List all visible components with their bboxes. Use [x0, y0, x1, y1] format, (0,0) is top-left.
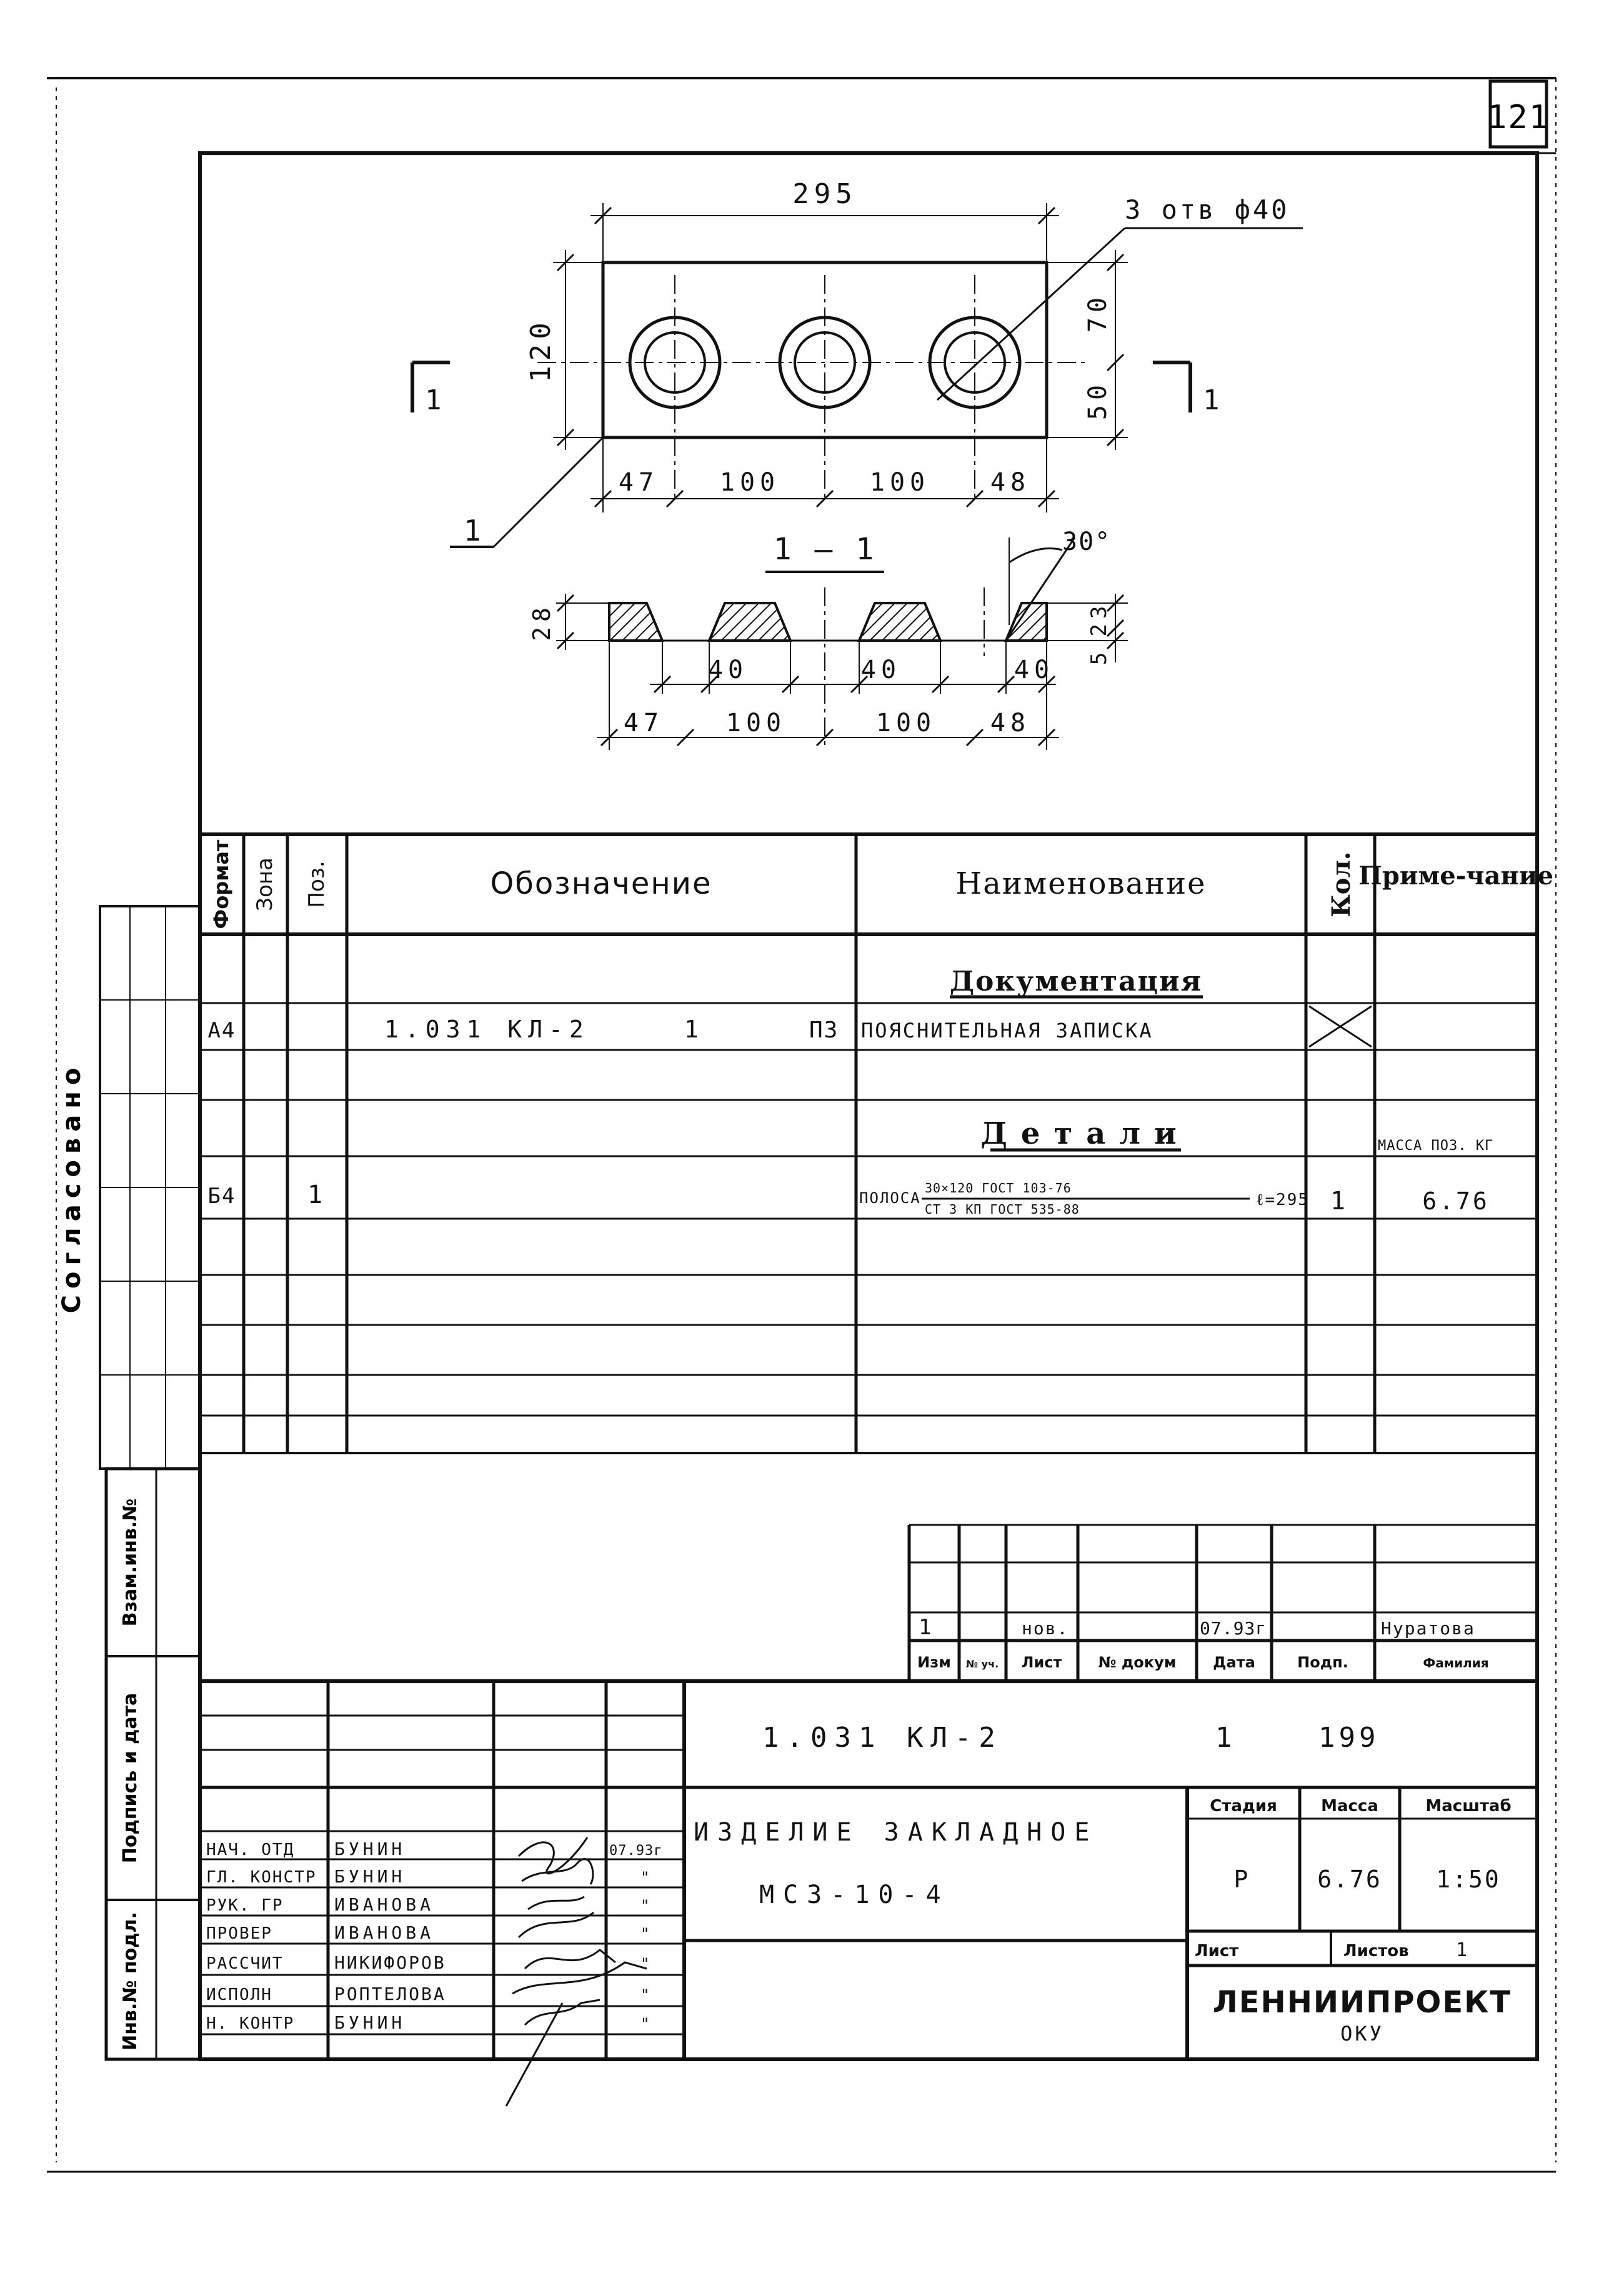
staff-date-4: " [640, 1925, 655, 1942]
staff-date-7: " [640, 2015, 655, 2032]
row-detail-name-prefix: ПОЛОСА [859, 1189, 921, 1207]
listov-label: Листов [1343, 1942, 1409, 1961]
scale-label: Масштаб [1425, 1797, 1512, 1816]
section-spacing-3: 100 [875, 709, 937, 737]
angle-label: 30° [1062, 527, 1112, 556]
staff-date-2: " [640, 1869, 655, 1886]
header-kol: Кол. [1327, 851, 1356, 917]
stage-label: Стадия [1210, 1797, 1277, 1816]
dim-side-upper: 23 [1087, 601, 1112, 637]
mass-value: 6.76 [1317, 1866, 1382, 1893]
row-detail-fraction-top: 30×120 ГОСТ 103-76 [925, 1181, 1072, 1196]
staff-role-6: ИСПОЛН [206, 1986, 272, 2004]
staff-role-5: РАССЧИТ [206, 1954, 284, 1973]
side-stamp [100, 906, 200, 2059]
staff-name-6: РОПТЕЛОВА [334, 1984, 446, 2004]
product-name-line1: ИЗДЕЛИЕ ЗАКЛАДНОЕ [694, 1818, 1098, 1847]
scale-value: 1:50 [1436, 1866, 1501, 1893]
plate-thickness: 28 [528, 602, 555, 641]
plan-spacing-3: 100 [869, 468, 930, 497]
mass-label: Масса [1321, 1797, 1378, 1816]
section-cut-left: 1 [425, 384, 447, 416]
staff-name-1: БУНИН [334, 1839, 406, 1859]
rev-header-fam: Фамилия [1423, 1656, 1489, 1671]
section-spacing-1: 47 [623, 709, 664, 737]
rev-header-ndoc: № докум [1098, 1654, 1177, 1671]
revisions-text [917, 1615, 1488, 1671]
plan-spacing-1: 47 [618, 468, 659, 497]
rev-date: 07.93г [1200, 1618, 1267, 1639]
holes-note: 3 отв ф40 [1125, 194, 1290, 225]
staff-name-3: ИВАНОВА [334, 1894, 435, 1915]
row-detail-qty: 1 [1330, 1187, 1351, 1216]
row-detail-fraction-bottom: СТ 3 КП ГОСТ 535-88 [925, 1202, 1080, 1217]
rev-list: нов. [1022, 1618, 1069, 1639]
inv-podl-label: Инв.№ подл. [119, 1912, 141, 2051]
hole-width-2: 40 [860, 656, 902, 684]
row-doc-code: 1.031 КЛ-2 [384, 1016, 590, 1043]
rev-header-podp: Подп. [1297, 1654, 1348, 1671]
row-doc-format: А4 [207, 1018, 236, 1043]
staff-name-4: ИВАНОВА [334, 1922, 435, 1943]
soglasovano-label: Согласовано [57, 1061, 86, 1314]
header-format: Формат [209, 839, 233, 929]
header-naimenovanie: Наименование [955, 866, 1207, 901]
staff-role-4: ПРОВЕР [206, 1924, 272, 1943]
hole-width-3: 40 [1014, 656, 1055, 684]
header-poz: Поз. [304, 861, 329, 908]
row-detail-poz: 1 [307, 1181, 328, 1209]
spec-table-grid [200, 834, 1537, 1453]
dim-height: 120 [525, 317, 557, 382]
dim-total-length: 295 [792, 178, 857, 210]
section-details: Детали [980, 1116, 1190, 1151]
plan-spacing-2: 100 [719, 468, 780, 497]
doc-issue: 1 [1215, 1722, 1237, 1754]
staff-date-3: " [640, 1897, 655, 1914]
header-primechanie: Приме-чание [1358, 861, 1553, 891]
listov-value: 1 [1456, 1939, 1473, 1961]
staff-name-2: БУНИН [334, 1866, 406, 1887]
staff-date-1: 07.93г [609, 1843, 663, 1859]
podpis-data-label: Подпись и дата [119, 1692, 141, 1864]
stage-value: Р [1233, 1866, 1253, 1893]
staff-role-2: ГЛ. КОНСТР [206, 1868, 317, 1887]
rev-familia: Нуратова [1381, 1618, 1475, 1639]
staff-role-3: РУК. ГР [206, 1896, 284, 1915]
org-dept: ОКУ [1340, 2022, 1384, 2046]
row-detail-length: ℓ=295 [1256, 1191, 1310, 1209]
section-title: 1 — 1 [773, 532, 877, 567]
sheet-number: 121 [1487, 99, 1550, 136]
staff-role-1: НАЧ. ОТД [206, 1841, 295, 1859]
plan-spacing-4: 48 [990, 468, 1031, 497]
rev-header-date: Дата [1213, 1654, 1255, 1671]
section-spacing-2: 100 [725, 709, 787, 737]
rev-header-uch: № уч. [965, 1658, 999, 1670]
row-detail-format: Б4 [207, 1184, 236, 1209]
dim-lower: 50 [1083, 379, 1112, 421]
row-detail-mass: 6.76 [1422, 1187, 1490, 1215]
dim-side-lower: 5 [1087, 647, 1112, 666]
staff-date-6: " [640, 1986, 655, 2004]
row-doc-name: ПОЯСНИТЕЛЬНАЯ ЗАПИСКА [861, 1019, 1153, 1042]
rev-izm: 1 [919, 1615, 937, 1640]
doc-sheet-ref: 199 [1318, 1722, 1380, 1754]
doc-code: 1.031 КЛ-2 [762, 1722, 1003, 1754]
rev-header-list: Лист [1021, 1654, 1062, 1671]
header-oboznachenie: Обозначение [490, 866, 712, 901]
dim-upper: 70 [1083, 292, 1112, 333]
mass-header: МАССА ПОЗ. КГ [1378, 1138, 1494, 1154]
spec-table-headers [209, 839, 1553, 929]
sheet-number-box [1487, 81, 1550, 147]
staff-role-7: Н. КОНТР [206, 2014, 295, 2033]
vzam-inv-label: Взам.инв.№ [119, 1498, 141, 1627]
position-label: 1 [464, 514, 486, 547]
header-zona: Зона [252, 857, 277, 911]
title-block-text [206, 1722, 1512, 2046]
org-name: ЛЕННИИПРОЕКТ [1212, 1985, 1512, 2020]
staff-date-5: " [640, 1955, 655, 1972]
section-documentation: Документация [949, 966, 1203, 997]
section-cut-right: 1 [1203, 384, 1225, 416]
section-spacing-4: 48 [990, 709, 1031, 737]
list-label: Лист [1195, 1942, 1239, 1961]
product-name-line2: МС3-10-4 [759, 1881, 950, 1909]
staff-name-7: БУНИН [334, 2012, 406, 2033]
staff-name-5: НИКИФОРОВ [334, 1952, 446, 1973]
row-doc-num: 1 [684, 1016, 704, 1043]
hole-width-1: 40 [707, 656, 749, 684]
rev-header-izm: Изм [917, 1654, 951, 1671]
row-doc-suffix: ПЗ [809, 1017, 839, 1043]
